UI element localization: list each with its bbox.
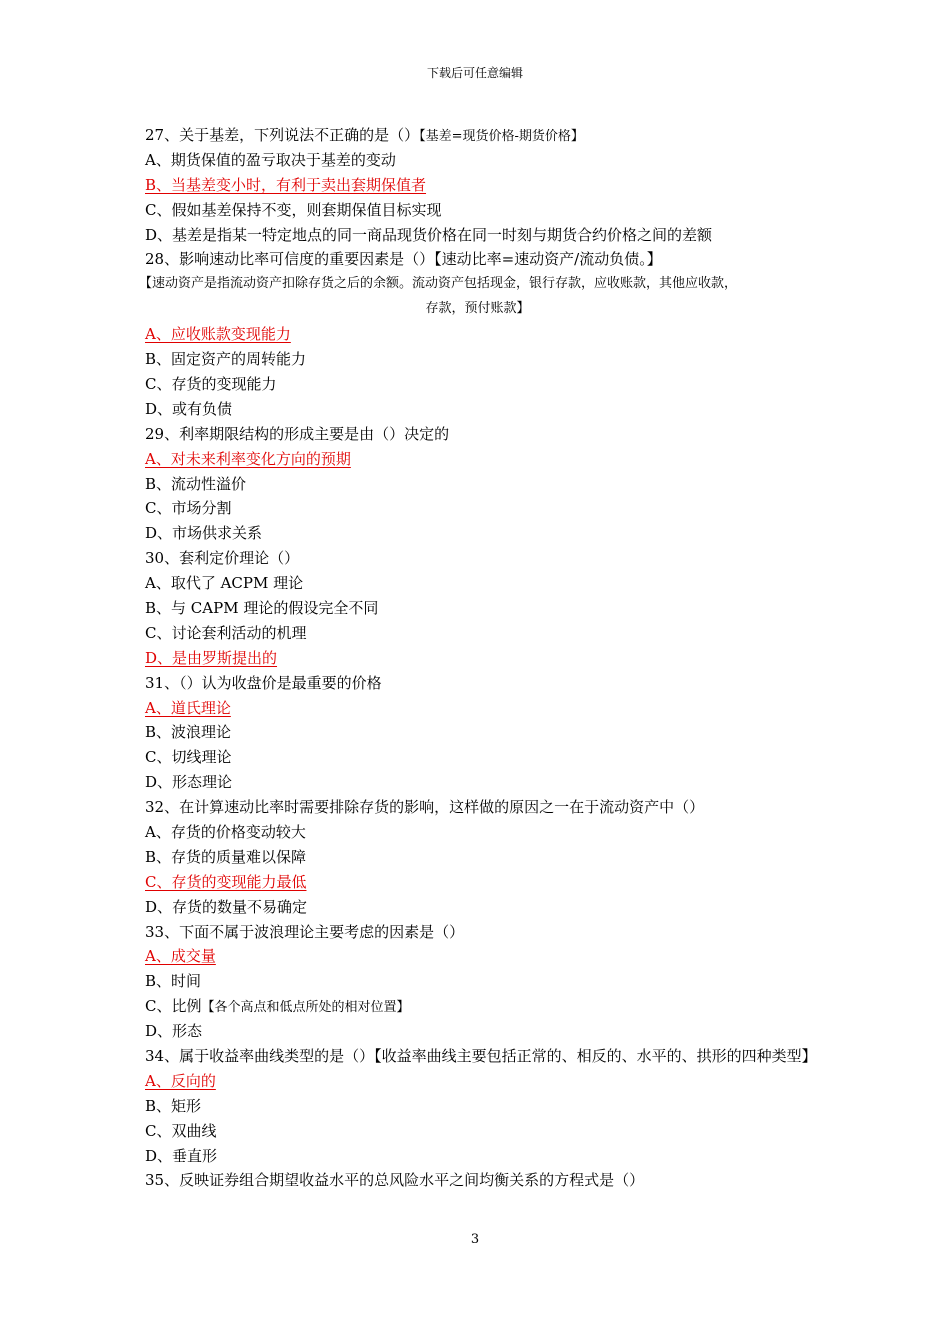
line-text: B、固定资产的周转能力 [145, 350, 307, 369]
line-text: A、存货的价格变动较大 [145, 822, 306, 841]
text-line [145, 820, 810, 845]
answer-option [145, 646, 810, 671]
line-text: C、切线理论 [145, 748, 232, 767]
line-text: B、存货的质量难以保障 [145, 847, 307, 866]
correct-answer-text: B、当基差变小时，有利于卖出套期保值者 [145, 175, 427, 194]
line-text: 27、关于基差，下列说法不正确的是（） [145, 126, 420, 144]
answer-option [145, 696, 810, 721]
text-line [145, 845, 810, 870]
answer-option [145, 447, 810, 472]
line-note: 【各个高点和低点所处的相对位置】 [201, 1000, 410, 1016]
text-line [145, 720, 810, 745]
page-header: 下载后可任意编辑 [426, 66, 523, 80]
text-line [145, 920, 810, 945]
answer-option [145, 944, 810, 969]
question-block-28-33 [145, 322, 810, 1044]
correct-answer-text: D、是由罗斯提出的 [145, 648, 278, 667]
line-text: D、存货的数量不易确定 [145, 897, 308, 916]
text-line [145, 397, 810, 422]
line-text: B、与 CAPM 理论的假设完全不同 [145, 598, 379, 617]
question-block-27-28 [145, 123, 810, 272]
question-block-34-35 [145, 1069, 810, 1193]
text-line [145, 1168, 810, 1193]
text-line [145, 770, 810, 795]
text-line [145, 795, 810, 820]
text-line [145, 671, 810, 696]
line-text: B、时间 [145, 972, 202, 991]
line-text: B、波浪理论 [145, 723, 232, 742]
correct-answer-text: A、对未来利率变化方向的预期 [145, 449, 351, 468]
line-text: 30、套利定价理论（） [145, 549, 300, 568]
text-line [145, 1119, 810, 1144]
correct-answer-text: C、存货的变现能力最低 [145, 872, 307, 891]
line-text: D、形态理论 [145, 773, 233, 792]
text-line [145, 969, 810, 994]
text-line [145, 422, 810, 447]
correct-answer-text: A、反向的 [145, 1071, 216, 1090]
line-text: 31、（）认为收盘价是最重要的价格 [145, 673, 382, 692]
text-line [145, 1019, 810, 1044]
line-text: B、流动性溢价 [145, 474, 247, 493]
text-line [145, 496, 810, 521]
text-line [145, 596, 810, 621]
line-text: C、比例 [145, 997, 202, 1016]
text-line [145, 347, 810, 372]
line-text: 33、下面不属于波浪理论主要考虑的因素是（） [145, 922, 465, 941]
line-text: A、取代了 ACPM 理论 [145, 574, 304, 593]
text-line [145, 247, 810, 272]
answer-option [145, 322, 810, 347]
line-text: A、期货保值的盈亏取决于基差的变动 [145, 150, 396, 169]
document-body [139, 123, 817, 1193]
line-text: C、讨论套利活动的机理 [145, 623, 307, 642]
text-line [145, 123, 810, 148]
text-line [145, 372, 810, 397]
text-line [145, 223, 810, 248]
text-line [145, 546, 810, 571]
line-text: C、存货的变现能力 [145, 374, 277, 393]
line-text: C、市场分割 [145, 499, 232, 518]
line-text: D、垂直形 [145, 1146, 218, 1165]
line-text: D、市场供求关系 [145, 524, 263, 543]
answer-option [145, 870, 810, 895]
page-number: 3 [470, 1232, 480, 1247]
line-text: C、假如基差保持不变，则套期保值目标实现 [145, 200, 442, 219]
text-line [145, 571, 810, 596]
line-text: 28、影响速动比率可信度的重要因素是（）【速动比率=速动资产/流动负债。】 [145, 250, 662, 269]
text-line [145, 521, 810, 546]
line-text: D、形态 [145, 1022, 203, 1041]
text-line [145, 148, 810, 173]
line-text: 35、反映证券组合期望收益水平的总风险水平之间均衡关系的方程式是（） [145, 1171, 645, 1190]
correct-answer-text: A、应收账款变现能力 [145, 325, 291, 344]
question-34: 34、属于收益率曲线类型的是（）【收益率曲线主要包括正常的、相反的、水平的、拱形的四种类型】 [145, 1046, 817, 1065]
line-text: B、矩形 [145, 1096, 202, 1115]
text-line [145, 472, 810, 497]
text-line [145, 1094, 810, 1119]
q28-explanation-line1: 【速动资产是指流动资产扣除存货之后的余额。流动资产包括现金，银行存款，应收账款，其他应收款， [139, 276, 738, 292]
q28-explanation-line2: 存款，预付账款】 [425, 301, 530, 317]
line-text: D、基差是指某一特定地点的同一商品现货价格在同一时刻与期货合约价格之间的差额 [145, 225, 713, 244]
text-line [145, 621, 810, 646]
q28-explanation [139, 272, 816, 322]
line-text: C、双曲线 [145, 1121, 217, 1140]
correct-answer-text: A、道氏理论 [145, 698, 231, 717]
answer-option [145, 1069, 810, 1094]
text-line [145, 1144, 810, 1169]
text-line [145, 994, 810, 1019]
line-text: 29、利率期限结构的形成主要是由（）决定的 [145, 424, 450, 443]
line-text: D、或有负债 [145, 399, 233, 418]
correct-answer-text: A、成交量 [145, 947, 216, 966]
text-line [145, 745, 810, 770]
text-line [145, 895, 810, 920]
line-text: 32、在计算速动比率时需要排除存货的影响，这样做的原因之一在于流动资产中（） [145, 798, 705, 817]
answer-option [145, 173, 810, 198]
text-line [145, 198, 810, 223]
line-note: 【基差=现货价格-期货价格】 [419, 129, 584, 144]
